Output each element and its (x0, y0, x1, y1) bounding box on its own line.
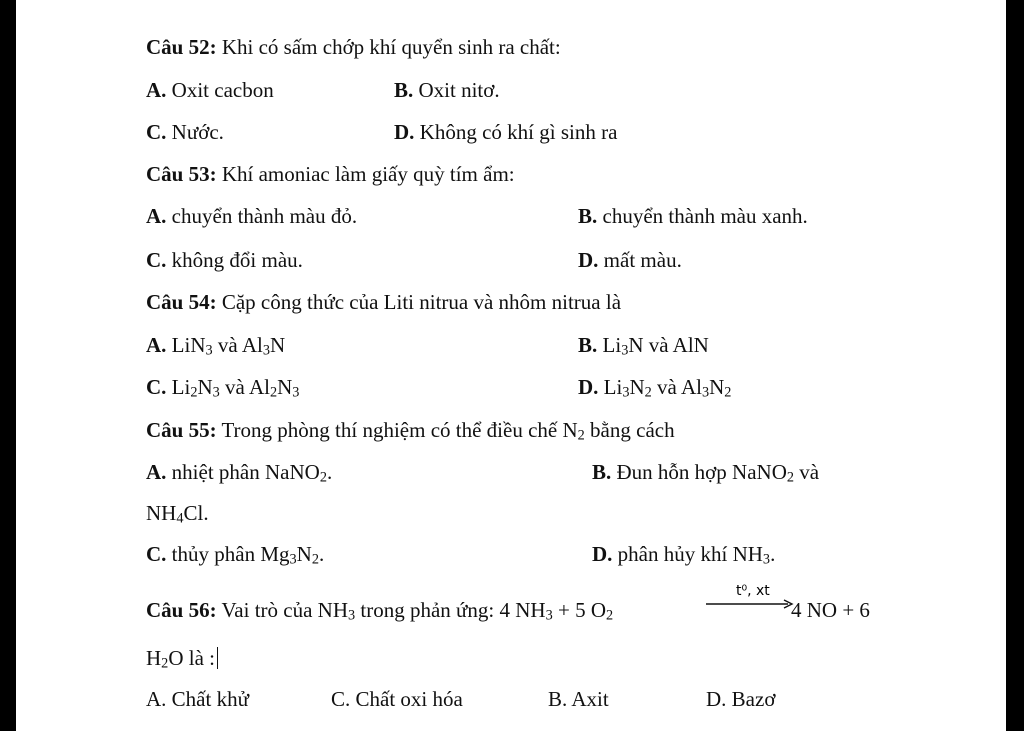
question-56-continuation: $H_2O$ là : (146, 645, 218, 671)
question-label: Câu 54: (146, 290, 217, 314)
option-54-b: B. $Li_3N$ và AlN (578, 333, 709, 359)
option-56-d: D. Bazơ (706, 687, 776, 711)
option-53-a: A. chuyển thành màu đỏ. (146, 204, 358, 228)
arrow-right-icon (704, 590, 796, 614)
question-text: Vai trò của NH (216, 598, 349, 622)
option-52-d: D. Không có khí gì sinh ra (394, 120, 618, 144)
option-53-d: D. mất màu. (578, 248, 682, 272)
question-text: Khí amoniac làm giấy quỳ tím ẩm: (216, 162, 515, 186)
question-text: Khi có sấm chớp khí quyển sinh ra chất: (216, 35, 561, 59)
option-56-a: A. Chất khử (146, 687, 249, 711)
option-55-b: B. Đun hỗn hợp NaNO$_2$ và (592, 460, 820, 486)
option-53-c: C. không đổi màu. (146, 248, 303, 272)
question-52 (146, 34, 561, 60)
question-53 (146, 161, 515, 187)
question-label: Câu 56: (146, 598, 217, 622)
question-label: Câu 55: (146, 418, 217, 442)
question-54 (146, 289, 621, 315)
option-55-b-continuation: $NH_4Cl$. (146, 501, 209, 527)
question-text: Trong phòng thí nghiệm có thể điều chế N (216, 418, 578, 442)
option-55-d: D. phân hủy khí $NH_3$. (592, 542, 776, 568)
option-52-a: A. Oxit cacbon (146, 78, 274, 102)
reaction-arrow (704, 583, 796, 614)
option-55-c: C. thủy phân $Mg_3N_2$. (146, 542, 325, 568)
question-label: Câu 53: (146, 162, 217, 186)
option-54-d: D. $Li_3N_2$ và $Al_3N_2$ (578, 375, 732, 401)
question-55: Câu 55: Trong phòng thí nghiệm có thể điều chế $N_2$ bằng cách (146, 418, 675, 444)
question-text: Cặp công thức của Liti nitrua và nhôm nitrua là (216, 290, 622, 314)
option-52-b: B. Oxit nitơ. (394, 78, 500, 102)
option-52-c: C. Nước. (146, 120, 224, 144)
option-54-c: C. $Li_2N_3$ và $Al_2N_3$ (146, 375, 300, 401)
option-55-a: A. nhiệt phân NaNO$_2$. (146, 460, 333, 486)
option-53-b: B. chuyển thành màu xanh. (578, 204, 808, 228)
text-cursor (217, 647, 218, 669)
reaction-products: 4 NO + 6 (791, 598, 870, 622)
option-56-c: C. Chất oxi hóa (331, 687, 463, 711)
question-56: Câu 56: Vai trò của $NH_3$ trong phản ứng: 4 $NH_3 + 5$ $O_2$ (146, 598, 614, 624)
option-54-a: A. LiN$_3$ và $Al_3N$ (146, 333, 286, 359)
reaction-condition: t⁰, xt (736, 583, 770, 599)
document-page (16, 0, 1006, 731)
question-label: Câu 52: (146, 35, 217, 59)
option-56-b: B. Axit (548, 687, 609, 711)
